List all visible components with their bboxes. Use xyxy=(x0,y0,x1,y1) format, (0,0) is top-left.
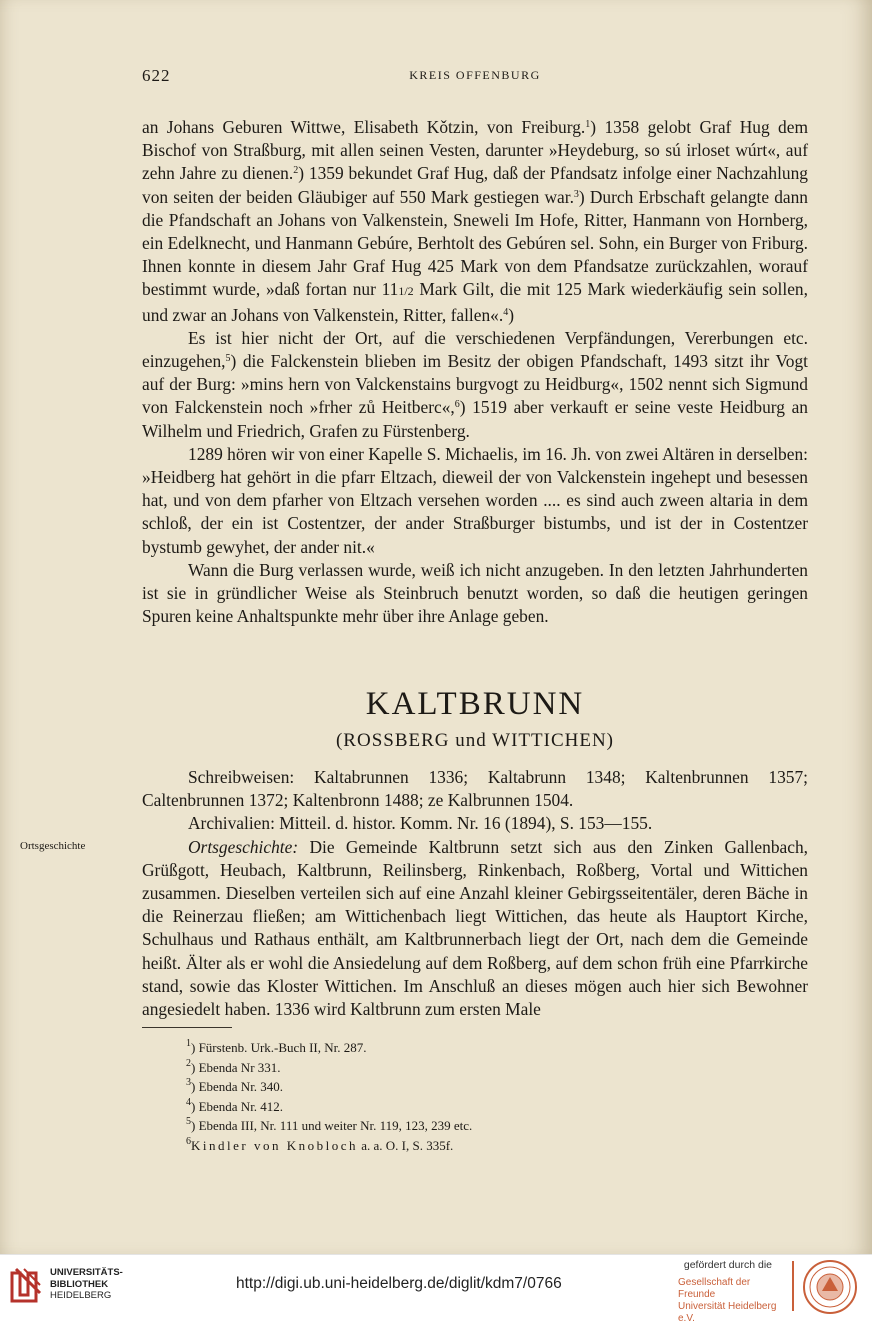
paragraph: Wann die Burg verlassen wurde, weiß ich nicht anzugeben. In den letzten Jahrhunderten ist sie in gründlicher Weise als Steinbruch benutzt worden, so daß die heutigen geringen Spuren keine Anhaltspunkte mehr über ihre Anlage geben. xyxy=(142,559,808,627)
footnote-ref: 4 xyxy=(503,306,509,318)
footnote-divider xyxy=(142,1027,232,1028)
section-title: KALTBRUNN xyxy=(365,686,585,722)
footnote: $^2$) Ebenda Nr 331. xyxy=(186,1057,281,1075)
fraction: 1/2 xyxy=(398,284,414,299)
footnote-ref: 2 xyxy=(293,165,299,177)
page-number: 622 xyxy=(142,66,171,85)
library-name[interactable]: UNIVERSITÄTS- BIBLIOTHEK HEIDELBERG xyxy=(50,1267,123,1301)
library-logo-icon[interactable] xyxy=(8,1265,44,1305)
footnote: $^3$) Ebenda Nr. 340. xyxy=(186,1077,284,1094)
paragraph: Es ist hier nicht der Ort, auf die verschiedenen Verpfändungen, Vererbungen etc. einzugehen,$^5$) die Falckenstein blieben im Besitz der obigen Pfandschaft, 1493 sitzt ihr Vogt auf der Burg: »mins hern von Valckenstains burgvogt zu Heidburg«, 1502 nennt sich Sigmund von Falckenstein noch »frher zů Heitberc«,$^6$) 1519 aber verkauft er seine veste Heidburg an Wilhelm und Friedrich, Grafen zu Fürstenberg. xyxy=(142,327,808,441)
running-title: KREIS OFFENBURG xyxy=(409,68,541,82)
margin-note: Ortsgeschichte xyxy=(20,840,86,852)
paragraph: Schreibweisen: Kaltabrunnen 1336; Kaltabrunn 1348; Kaltenbrunnen 1357; Caltenbrunnen 1372; Kaltenbronn 1488; ze Kalbrunnen 1504. xyxy=(142,767,808,811)
paragraph: Ortsgeschichte: Die Gemeinde Kaltbrunn setzt sich aus den Zinken Gallenbach, Grüßgott, Heubach, Kaltbrunn, Reilinsberg, Rinkenbach, Roßberg, Vortal und Wittichen zusammen. Dieselben verteilen sich auf eine Anzahl kleiner Gebirgsseitentäler, deren Bäche in die Reinerzau fließen; am Wittichenbach liegt Wittichen, das heute als Hauptort Kirche, Schulhaus und Rathaus enthält, am Kaltbrunnerbach liegt der Ort, nach dem die Gemeinde heißt. Älter als er wohl die Ansiedelung auf dem Roßberg, auf dem schon früh eine Pfarrkirche stand, sowie das Kloster Wittichen. Im Anschluß an dieses mögen auch hier sich Bewohner angesiedelt haben. 1336 wird Kaltbrunn zum ersten Male xyxy=(142,836,808,1020)
sponsor-block[interactable] xyxy=(666,1259,786,1325)
footnote: $^5$) Ebenda III, Nr. 111 und weiter Nr. 119, 123, 239 etc. xyxy=(186,1116,473,1133)
paragraph: Archivalien: Mitteil. d. histor. Komm. Nr. 16 (1894), S. 153—155. xyxy=(188,813,653,834)
footnote-ref: 3 xyxy=(573,188,579,200)
footnote: $^1$) Fürstenb. Urk.-Buch II, Nr. 287. xyxy=(186,1038,367,1055)
sponsor-divider xyxy=(792,1261,794,1311)
section-text xyxy=(142,766,808,1021)
italic-label: Ortsgeschichte: xyxy=(188,836,299,857)
university-seal-icon[interactable] xyxy=(802,1259,858,1315)
permalink-url[interactable]: http://digi.ub.uni-heidelberg.de/diglit/kdm7/0766 xyxy=(236,1275,562,1292)
body-text xyxy=(142,116,808,628)
footnotes xyxy=(186,1038,746,1155)
footnote: $^4$) Ebenda Nr. 412. xyxy=(186,1096,284,1114)
viewer-footer-bar xyxy=(0,1254,872,1324)
section-subtitle: (ROSSBERG und WITTICHEN) xyxy=(335,730,615,751)
page-header xyxy=(142,66,808,90)
footnote: $^6$Kindler von Knobloch a. a. O. I, S. 335f. xyxy=(186,1135,454,1153)
footnote-ref: 6 xyxy=(454,399,460,411)
footnote-ref: 1 xyxy=(585,119,591,130)
paragraph: an Johans Geburen Wittwe, Elisabeth Kǒtzin, von Freiburg.$^1$) 1358 gelobt Graf Hug dem Bischof von Straßburg, mit allen seinen Vesten, darunter »Heydeburg, so sú irloset wúrt«, auf zehn Jahre zu dienen.$^2$) 1359 bekundet Graf Hug, daß der Pfandsatz infolge einer Nachzahlung von seiten der beiden Gläubiger auf 550 Mark gestiegen war.$^3$) Durch Erbschaft gelangte dann die Pfandschaft an Johans von Valkenstein, Sneweli Im Hofe, Ritter, Hanmann von Hornberg, ein Edelknecht, und Hanmann Gebúre, Berhtolt des Gebúren sel. Sohn, ein Burger von Friburg. Ihnen konnte in diesem Jahr Graf Hug 425 Mark von dem Pfandsatze zurückzahlen, worauf bestimmt wurde, »daß fortan nur 111/2 Mark Gilt, die mit 125 Mark wiederkäufig sein sollen, und zwar an Johans von Valkenstein, Ritter, fallen«.$^4$) xyxy=(142,117,809,325)
paragraph: 1289 hören wir von einer Kapelle S. Michaelis, im 16. Jh. von zwei Altären in derselben: »Heidberg hat gehört in die pfarr Eltzach, dieweil der von Valckenstein ingehept und besessen hat, und von dem pfarher von Eltzach versehen worden .... es sind auch zween altaria in dem schloß, der ein ist Costentzer, der ander Straßburger bistumbs, und ist der in Costentzer bystumb gewyhet, der ander nit.« xyxy=(142,443,808,557)
footnote-ref: 5 xyxy=(225,353,231,365)
sponsor-by-label: gefördert durch die xyxy=(683,1259,772,1271)
sponsor-name: Gesellschaft der Freunde Universität Heidelberg e.V. xyxy=(678,1277,777,1324)
